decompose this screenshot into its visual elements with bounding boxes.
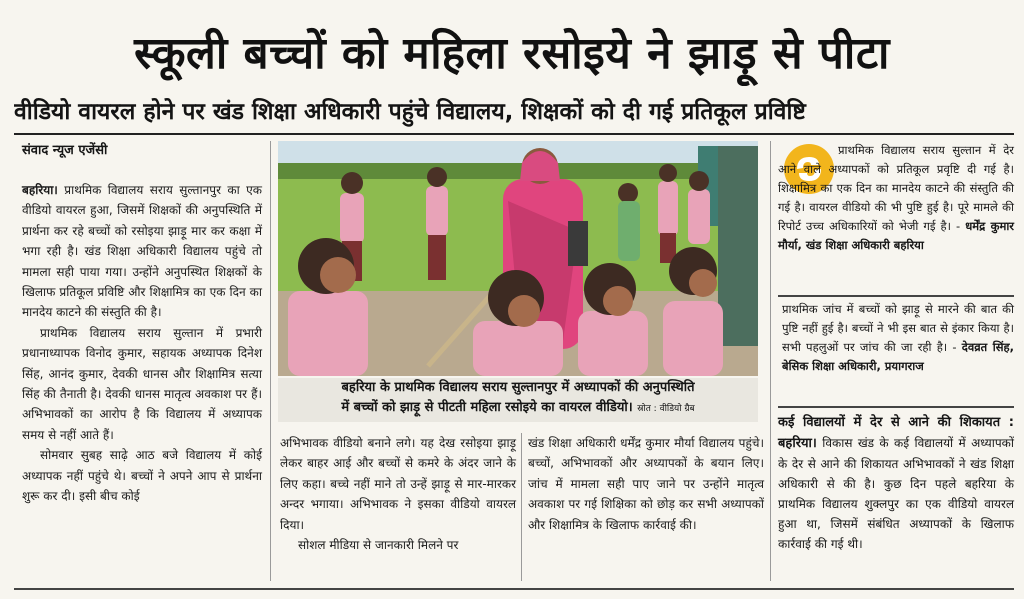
byline: संवाद न्यूज एजेंसी [22, 143, 108, 158]
quote-text-2: प्राथमिक जांच में बच्चों को झाड़ू से मारने की बात की पुष्टि नहीं हुई है। बच्चों ने भी इस बात से इंकार किया है। सभी पहलुओं पर जांच की जा रही है। - [782, 302, 1014, 354]
quote-divider [778, 295, 1014, 297]
dateline: बहरिया। [22, 183, 58, 197]
officer-quote-1 [778, 141, 1014, 255]
sidebar-divider [778, 406, 1014, 408]
headline: स्कूली बच्चों को महिला रसोइये ने झाड़ू से पीटा [134, 28, 890, 79]
caption-line-2: में बच्चों को झाड़ू से पीटती महिला रसोइये का वायरल वीडियो। [341, 400, 633, 415]
school-children-photo [278, 141, 758, 376]
column-divider [521, 433, 522, 581]
paragraph-4: अभिभावक वीडियो बनाने लगे। यह देख रसोइया झाड़ू लेकर बाहर आई और बच्चों से कमरे के अंदर जाने के लिए कहा। बच्चे नहीं माने तो उन्हें झाड़ू से मार-मारकर अन्दर भगाया। अभिभावक ने इसका वीडियो वायरल दिया। [280, 436, 516, 532]
article-column-1 [22, 180, 262, 507]
photo-source: स्रोत : वीडियो ग्रैब [637, 404, 695, 414]
quote-speaker-2: देवव्रत सिंह, बेसिक शिक्षा अधिकारी, प्रयागराज [782, 340, 1014, 373]
paragraph-6: खंड शिक्षा अधिकारी धर्मेंद्र कुमार मौर्या विद्यालय पहुंचे। बच्चों, अभिभावकों और अध्यापकों के बयान लिए। जांच में मामला सही पाए जाने पर उन्होंने मातृत्व अवकाश पर गई शिक्षिका को छोड़ कर सभी अध्यापकों और शिक्षामित्र के खिलाफ कार्रवाई की। [528, 436, 764, 532]
paragraph-1: प्राथमिक विद्यालय सराय सुल्तानपुर का एक वीडियो वायरल हुआ, जिसमें शिक्षकों की अनुपस्थिति में प्रार्थना कर रहे बच्चों को रसोइया झाड़ू मार कर कक्षा में भगा रही है। खंड शिक्षा अधिकारी विद्यालय पहुंचे तो मामला सही पाया गया। उन्होंने अनुपस्थित शिक्षकों के खिलाफ प्रतिकूल प्रविष्टि और शिक्षामित्र का एक दिन का मानदेय काटने की संस्तुति की है। [22, 183, 262, 320]
article-column-2 [280, 433, 516, 555]
bottom-divider [14, 588, 1014, 590]
paragraph-3: सोमवार सुबह साढ़े आठ बजे विद्यालय में कोई अध्यापक नहीं पहुंचे थे। बच्चों ने अपने आप से प्रार्थना शुरू कर दी। इसी बीच कोई [22, 448, 262, 504]
article-column-3 [528, 433, 764, 535]
caption-line-1: बहरिया के प्राथमिक विद्यालय सराय सुल्तानपुर में अध्यापकों की अनुपस्थिति [341, 380, 695, 395]
subheadline: वीडियो वायरल होने पर खंड शिक्षा अधिकारी पहुंचे विद्यालय, शिक्षकों को दी गई प्रतिकूल प्रविष्टि [14, 99, 806, 125]
paragraph-2: प्राथमिक विद्यालय सराय सुल्तान में प्रभारी प्रधानाध्यापक विनोद कुमार, सहायक अध्यापक दिनेश सिंह, आनंद कुमार, देवकी धानस और शिक्षामित्र सत्या सिंह की तैनाती है। देवकी धानस मातृत्व अवकाश पर हैं। अभिभावकों का आरोप है कि विद्यालय में अध्यापक समय से नहीं आते हैं। [22, 325, 262, 442]
sidebar-text: विकास खंड के कई विद्यालयों में अध्यापकों के देर से आने की शिकायत अभिभावकों ने खंड शिक्षा अधिकारी से की है। कुछ दिन पहले बहरिया के प्राथमिक विद्यालय शुक्लपुर का एक वीडियो वायरल हुआ था, जिसमें संबंधित अध्यापकों के खिलाफ कार्रवाई की गई थी। [778, 436, 1014, 551]
officer-quote-2 [782, 300, 1014, 376]
photo-caption [278, 378, 758, 422]
column-divider [270, 141, 271, 581]
paragraph-5: सोशल मीडिया से जानकारी मिलने पर [298, 538, 459, 553]
column-divider [770, 141, 771, 581]
news-photo [278, 141, 758, 376]
top-divider [14, 133, 1014, 135]
sidebar-story [778, 412, 1014, 554]
quote-text-1: प्राथमिक विद्यालय सराय सुल्तान में देर आने वाले अध्यापकों को प्रतिकूल प्रवृष्टि दी गई है। शिक्षामित्र का एक दिन का मानदेय काटने की संस्तुति की गई है। वायरल वीडियो की भी पुष्टि हुई है। पूरे मामले की रिपोर्ट उच्च अधिकारियों को भेजी गई है। - [778, 143, 1014, 233]
sidebar-heading: कई विद्यालयों में देर से आने की शिकायत : बहरिया। [778, 415, 1014, 451]
quote-speaker-1: धर्मेंद्र कुमार मौर्या, खंड शिक्षा अधिकारी बहरिया [778, 219, 1015, 252]
